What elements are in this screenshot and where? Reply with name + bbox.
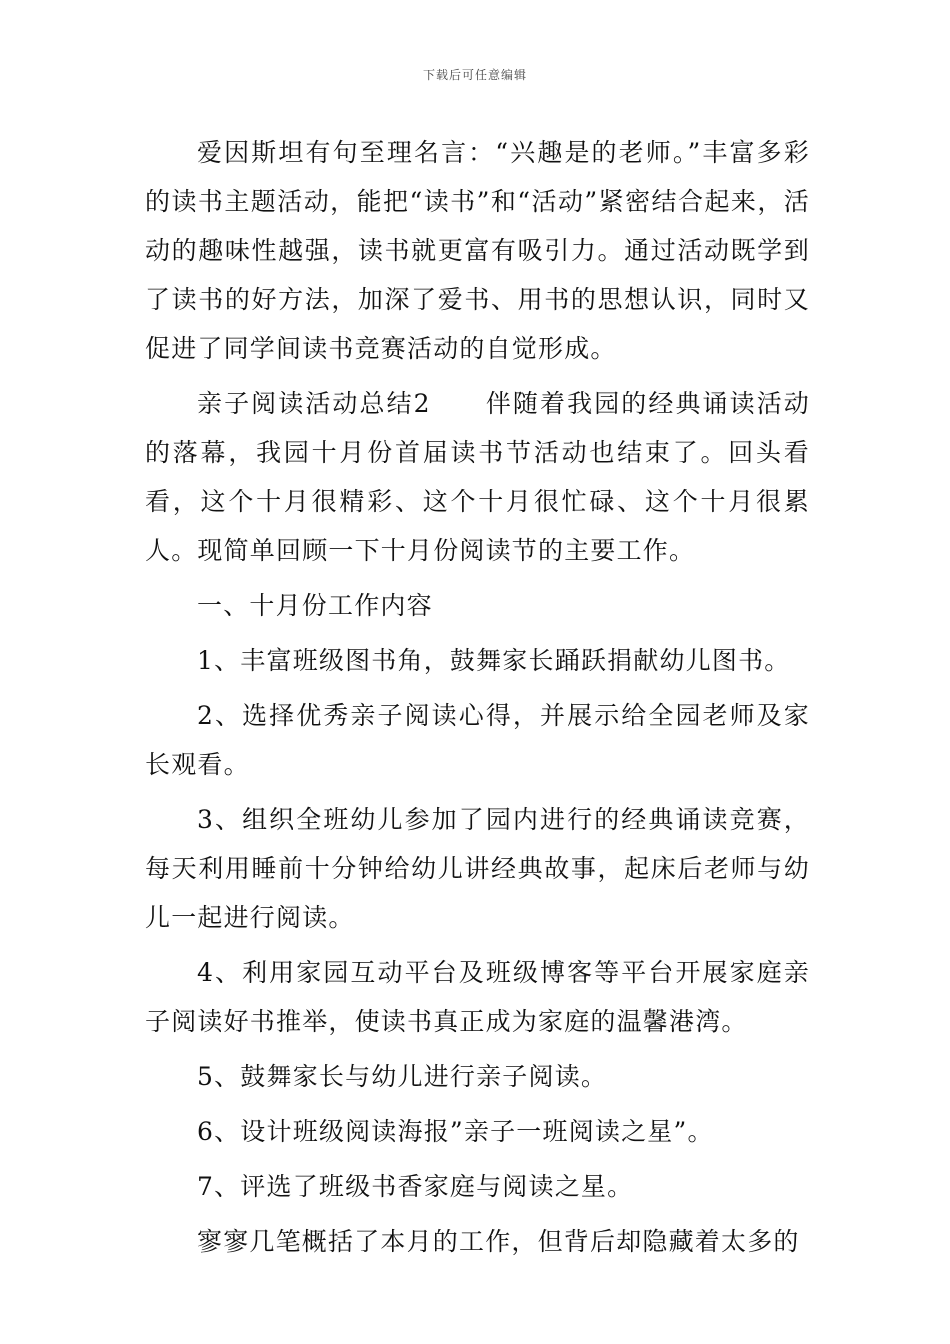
paragraph-einstein-quote: 爱因斯坦有句至理名言：“兴趣是的老师。”丰富多彩的读书主题活动，能把“读书”和“活动”紧密结合起来，活动的趣味性越强，读书就更富有吸引力。通过活动既学到了读书的好方法，加深了爱书、用书的思想认识，同时又促进了同学间读书竞赛活动的自觉形成。 (145, 138, 810, 363)
paragraph-closing: 寥寥几笔概括了本月的工作，但背后却隐藏着太多的 (197, 1227, 800, 1256)
header-note: 下载后可任意编辑 (422, 68, 527, 82)
document-body (145, 128, 810, 1266)
list-item: 1、丰富班级图书角，鼓舞家长踊跃捐献幼儿图书。 (197, 646, 791, 675)
list-item: 3、组织全班幼儿参加了园内进行的经典诵读竞赛，每天利用睡前十分钟给幼儿讲经典故事，起床后老师与幼儿一起进行阅读。 (145, 805, 810, 932)
list-item: 2、选择优秀亲子阅读心得，并展示给全园老师及家长观看。 (145, 701, 810, 779)
paragraph-summary-intro: 亲子阅读活动总结2 伴随着我园的经典诵读活动的落幕，我园十月份首届读书节活动也结束了。回头看看，这个十月很精彩、这个十月很忙碌、这个十月很累人。现简单回顾一下十月份阅读节的主要工作。 (145, 389, 810, 565)
list-item: 7、评选了班级书香家庭与阅读之星。 (197, 1172, 634, 1201)
list-item: 4、利用家园互动平台及班级博客等平台开展家庭亲子阅读好书推举，使读书真正成为家庭的温馨港湾。 (145, 958, 810, 1036)
list-item: 6、设计班级阅读海报”亲子一班阅读之星”。 (197, 1117, 714, 1146)
list-item: 5、鼓舞家长与幼儿进行亲子阅读。 (197, 1062, 608, 1091)
section-heading: 一、十月份工作内容 (197, 591, 433, 620)
